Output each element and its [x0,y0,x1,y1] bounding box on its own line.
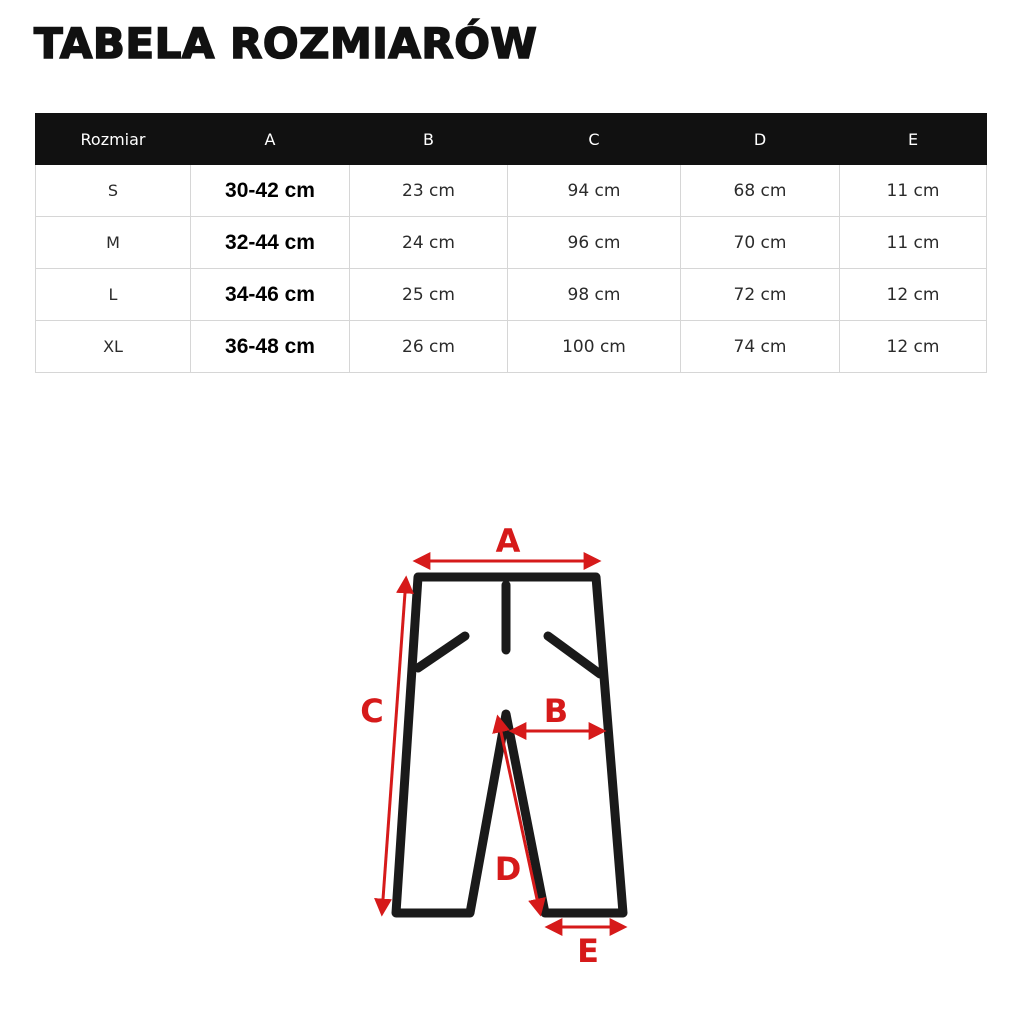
label-c: C [360,692,384,730]
e-cell: 11 cm [840,165,987,217]
size-cell: L [36,269,191,321]
label-b: B [543,692,569,730]
a-cell: 36-48 cm [191,321,350,373]
e-cell: 11 cm [840,217,987,269]
b-cell: 25 cm [350,269,508,321]
d-cell: 68 cm [681,165,840,217]
header-d: D [681,114,840,165]
header-a: A [191,114,350,165]
header-b: B [350,114,508,165]
page-title: TABELA ROZMIARÓW [34,19,538,68]
b-cell: 24 cm [350,217,508,269]
header-e: E [840,114,987,165]
d-cell: 70 cm [681,217,840,269]
c-cell: 100 cm [508,321,681,373]
header-c: C [508,114,681,165]
size-cell: S [36,165,191,217]
left-pocket-line [418,636,465,668]
b-cell: 26 cm [350,321,508,373]
e-cell: 12 cm [840,321,987,373]
b-cell: 23 cm [350,165,508,217]
size-cell: XL [36,321,191,373]
a-cell: 30-42 cm [191,165,350,217]
header-size: Rozmiar [36,114,191,165]
d-cell: 72 cm [681,269,840,321]
label-e: E [577,932,599,970]
label-a: A [495,522,521,560]
e-cell: 12 cm [840,269,987,321]
c-cell: 94 cm [508,165,681,217]
size-cell: M [36,217,191,269]
label-d: D [494,850,522,888]
c-cell: 98 cm [508,269,681,321]
d-cell: 74 cm [681,321,840,373]
a-cell: 34-46 cm [191,269,350,321]
right-pocket-line [548,636,600,674]
c-cell: 96 cm [508,217,681,269]
a-cell: 32-44 cm [191,217,350,269]
